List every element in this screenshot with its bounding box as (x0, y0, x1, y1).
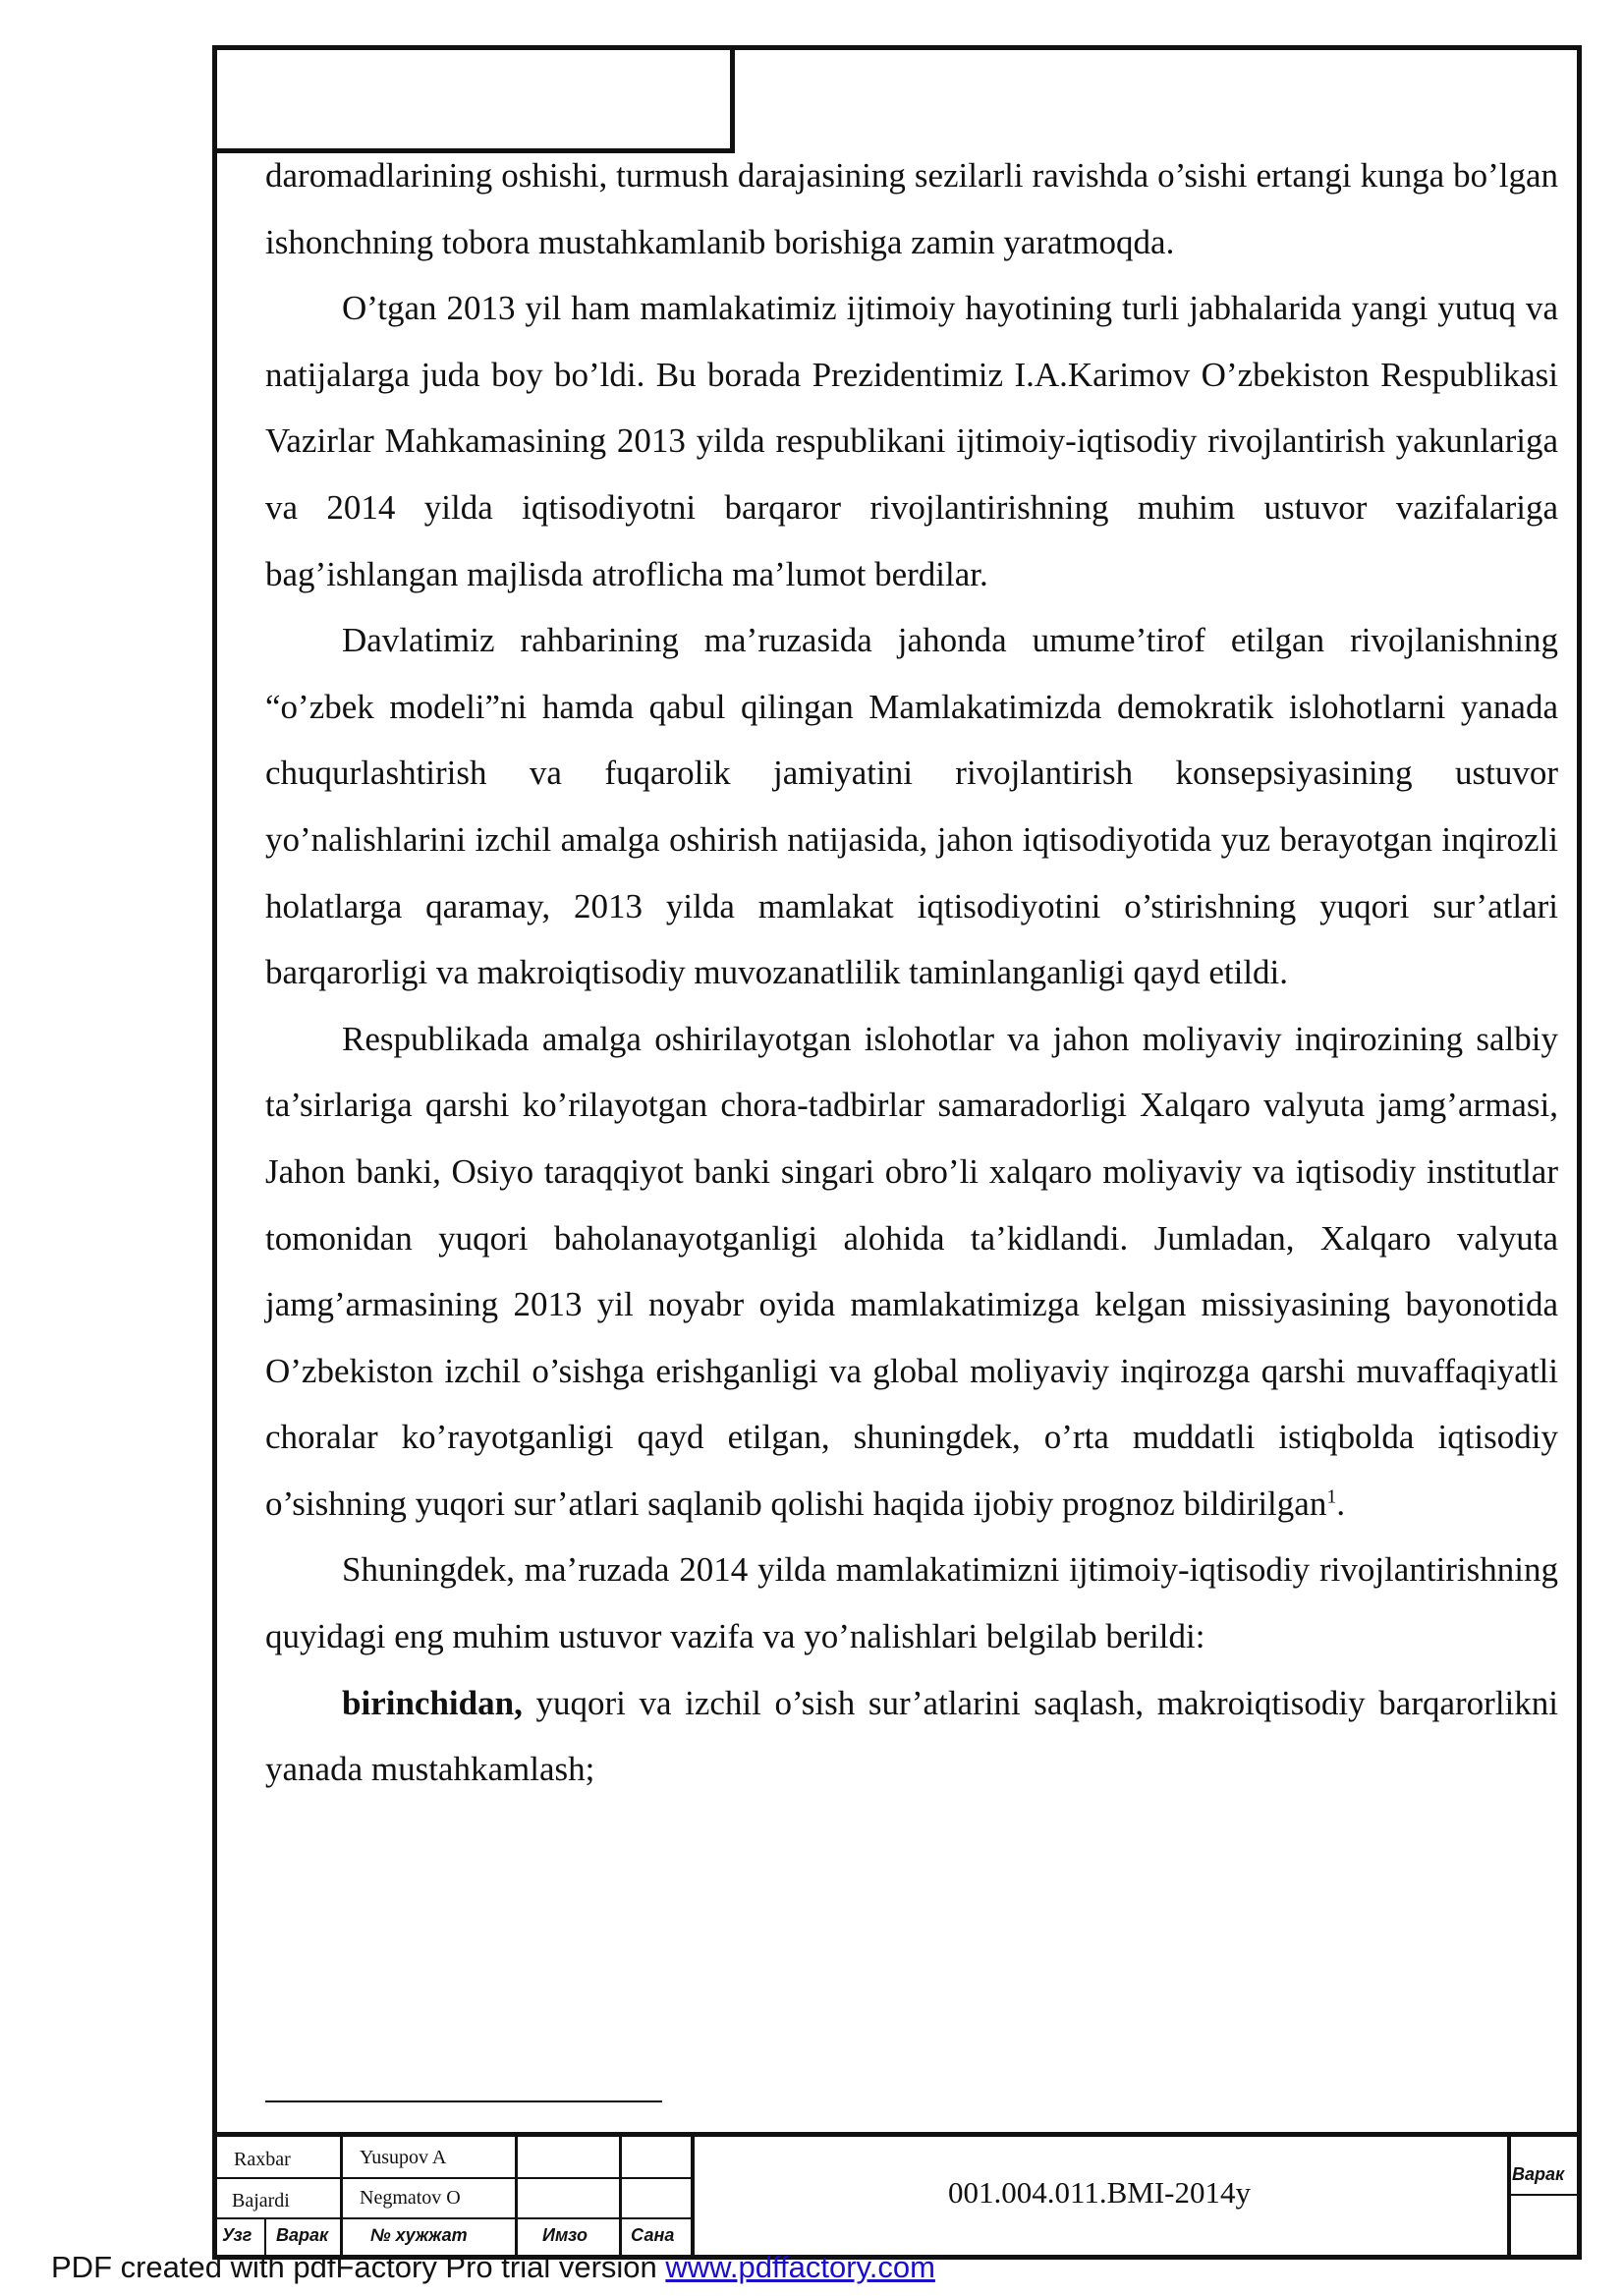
paragraph-5: Shuningdek, ma’ruzada 2014 yilda mamlakatimizni ijtimoiy-iqtisodiy rivojlantirishning quyidagi eng muhim ustuvor vazifa va yo’nalishlari belgilab berildi: (265, 1550, 1558, 1656)
tb-role-leader: Raxbar (234, 2149, 291, 2170)
paragraph-3: Davlatimiz rahbarining ma’ruzasida jahonda umume’tirof etilgan rivojlanishning “o’zbek modeli”ni hamda qabul qilingan Mamlakatimizda demokratik islohotlarni yanada chuqurlashtirish va fuqarolik jamiyatini rivojlantirish konsepsiyasining ustuvor yo’nalishlarini izchil amalga oshirish natijasida, jahon iqtisodiyotida yuz berayotgan inqirozli holatlarga qaramay, 2013 yilda mamlakat iqtisodiyotini o’stirishning yuqori sur’atlari barqarorligi va makroiqtisodiy muvozanatlilik taminlanganligi qayd etildi. (265, 621, 1558, 992)
tb-role-author: Bajardi (232, 2190, 290, 2212)
document-code: 001.004.011.BMI-2014y (948, 2175, 1251, 2210)
paragraph-4: Respublikada amalga oshirilayotgan islohotlar va jahon moliyaviy inqirozining salbiy ta’sirlariga qarshi ko’rilayotgan chora-tadbirlar samaradorligi Xalqaro valyuta jamg’armasi, Jahon banki, Osiyo taraqqiyot banki singari obro’li xalqaro moliyaviy va iqtisodiy institutlar tomonidan yuqori baholanayotganligi alohida ta’kidlandi. Jumladan, Xalqaro valyuta jamg’armasining 2013 yil noyabr oyida mamlakatimizga kelgan missiyasining bayonotida O’zbekiston izchil o’sishga erishganligi va global moliyaviy inqirozga qarshi muvaffaqiyatli choralar ko’rayotganligi qayd etilgan, shuningdek, o’rta muddatli istiqbolda iqtisodiy o’sishning yuqori sur’atlari saqlanib qolishi haqida ijobiy prognoz bildirilgan$^1$. (265, 1019, 1558, 1523)
paragraph-6: birinchidan, yuqori va izchil o’sish sur’atlarini saqlash, makroiqtisodiy barqarorlikni yanada mustahkamlash; (265, 1683, 1558, 1789)
top-stamp-box (212, 45, 735, 153)
tb-name-leader: Yusupov A (360, 2147, 447, 2168)
pdffactory-link[interactable]: www.pdffactory.com (665, 2250, 935, 2284)
footnote-separator (265, 2100, 662, 2102)
tb-header-signature: Имзо (542, 2225, 588, 2245)
bold-lead: birinchidan, (342, 1683, 523, 1722)
document-body (265, 142, 1558, 1803)
tb-sheet-line (1507, 2194, 1582, 2196)
footnote-ref: 1 (1326, 1485, 1337, 1508)
paragraph-2: O’tgan 2013 yil ham mamlakatimiz ijtimoiy hayotining turli jabhalarida yangi yutuq va natijalarga juda boy bo’ldi. Bu borada Prezidentimiz I.A.Karimov O’zbekiston Respublikasi Vazirlar Mahkamasining 2013 yilda respublikani ijtimoiy-iqtisodiy rivojlantirish yakunlariga va 2014 yilda iqtisodiyotni barqaror rivojlantirishning muhim ustuvor vazifalariga bag’ishlangan majlisda atroflicha ma’lumot berdilar. (265, 289, 1558, 593)
tb-col-line-2 (515, 2137, 518, 2260)
tb-name-author: Negmatov O (360, 2187, 461, 2209)
tb-header-sheet: Варак (276, 2225, 329, 2245)
tb-header-date: Сана (631, 2225, 675, 2245)
sheet-label: Варак (1512, 2164, 1565, 2184)
pdf-watermark-note: PDF created with pdfFactory Pro trial version www.pdffactory.com (51, 2250, 935, 2284)
tb-col-line-5 (1507, 2137, 1511, 2260)
tb-col-line-3 (619, 2137, 622, 2260)
paragraph-1: daromadlarining oshishi, turmush darajasining sezilarli ravishda o’sishi ertangi kunga bo’lgan ishonchning tobora mustahkamlanib borishiga zamin yaratmoqda. (265, 156, 1558, 261)
tb-col-line-1 (340, 2137, 343, 2260)
tb-header-change: Узг (222, 2225, 252, 2245)
tb-header-doc-number: № хужжат (370, 2225, 468, 2245)
tb-col-line-4 (691, 2137, 695, 2260)
